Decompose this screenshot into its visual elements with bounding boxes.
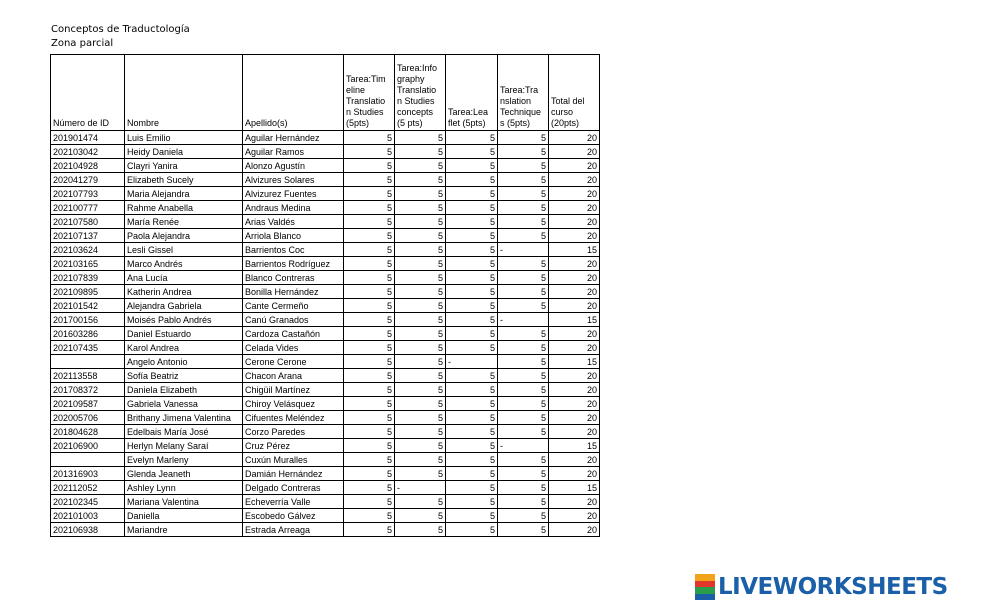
table-cell: 5 [446,229,498,243]
table-cell: Barrientos Coc [243,243,344,257]
table-cell: 5 [395,299,446,313]
table-row [51,495,600,509]
table-cell: 5 [446,243,498,257]
table-cell: 5 [344,173,395,187]
table-cell: 202107793 [51,187,125,201]
table-cell: 5 [498,369,549,383]
table-cell: 5 [446,271,498,285]
table-cell: 5 [344,229,395,243]
table-cell: 5 [498,201,549,215]
table-cell: 5 [446,509,498,523]
column-header: Número de ID [51,55,125,131]
table-cell: 5 [395,439,446,453]
table-cell: 5 [344,313,395,327]
table-cell: Alvizures Solares [243,173,344,187]
table-row [51,313,600,327]
table-cell: 5 [344,439,395,453]
table-cell: - [446,355,498,369]
table-cell: 5 [446,523,498,537]
table-cell: Aguilar Hernández [243,131,344,145]
table-row [51,285,600,299]
table-cell: Elizabeth Sucely [125,173,243,187]
table-cell: 5 [395,495,446,509]
table-cell: 20 [549,187,600,201]
table-cell: 5 [498,229,549,243]
table-cell: 5 [344,467,395,481]
table-cell: 202102345 [51,495,125,509]
table-cell: 5 [344,145,395,159]
table-cell: Estrada Arreaga [243,523,344,537]
table-row [51,159,600,173]
table-row [51,467,600,481]
table-cell: Chiroy Velásquez [243,397,344,411]
table-cell: 202005706 [51,411,125,425]
table-cell: Paola Alejandra [125,229,243,243]
table-cell: 5 [498,299,549,313]
table-cell: 15 [549,243,600,257]
table-cell: 5 [446,453,498,467]
table-cell: Corzo Paredes [243,425,344,439]
table-cell: 202101542 [51,299,125,313]
document-subtitle: Zona parcial [51,38,114,49]
table-cell: 5 [344,271,395,285]
table-cell: Edelbais María José [125,425,243,439]
table-cell: 202113558 [51,369,125,383]
table-cell: Rahme Anabella [125,201,243,215]
header-row [51,55,600,131]
table-row [51,271,600,285]
table-cell: 5 [344,383,395,397]
table-cell: 5 [395,215,446,229]
table-cell: 20 [549,229,600,243]
table-row [51,341,600,355]
table-cell [51,355,125,369]
table-cell: 5 [395,467,446,481]
table-cell: 5 [446,257,498,271]
table-cell: 5 [446,145,498,159]
table-cell: 202106938 [51,523,125,537]
table-cell: Ashley Lynn [125,481,243,495]
table-cell: 5 [395,313,446,327]
table-cell: 5 [446,131,498,145]
document-title: Conceptos de Traductología [51,24,190,35]
table-cell: Daniela Elizabeth [125,383,243,397]
table-cell: 202109587 [51,397,125,411]
table-cell: Katherin Andrea [125,285,243,299]
table-cell: 5 [498,453,549,467]
table-row [51,397,600,411]
table-cell: 20 [549,369,600,383]
table-cell: 5 [446,425,498,439]
table-cell: 5 [395,341,446,355]
table-cell: 20 [549,299,600,313]
table-cell: 5 [446,187,498,201]
table-cell: 5 [344,411,395,425]
table-cell: 5 [446,411,498,425]
table-cell: 20 [549,131,600,145]
table-header [51,55,600,131]
table-row [51,187,600,201]
liveworksheets-logo [695,574,948,600]
table-row [51,523,600,537]
table-row [51,425,600,439]
table-cell: Blanco Contreras [243,271,344,285]
table-cell: 5 [446,159,498,173]
table-cell: Aguilar Ramos [243,145,344,159]
table-cell: 202107137 [51,229,125,243]
table-row [51,145,600,159]
table-cell: Barrientos Rodríguez [243,257,344,271]
table-cell: Escobedo Gálvez [243,509,344,523]
table-cell: 5 [344,131,395,145]
table-cell: 20 [549,257,600,271]
table-cell: 5 [446,215,498,229]
table-cell: 5 [446,439,498,453]
table-cell: Cuxún Muralles [243,453,344,467]
table-cell: Arias Valdés [243,215,344,229]
table-cell: 20 [549,467,600,481]
table-row [51,439,600,453]
table-row [51,257,600,271]
table-row [51,173,600,187]
column-header: Total del curso (20pts) [549,55,600,131]
table-cell: Maria Alejandra [125,187,243,201]
table-cell: 5 [395,355,446,369]
table-cell: 202041279 [51,173,125,187]
table-row [51,229,600,243]
table-cell: 5 [344,243,395,257]
table-cell: Echeverría Valle [243,495,344,509]
table-cell: 20 [549,327,600,341]
table-cell: 20 [549,495,600,509]
table-cell: 5 [344,215,395,229]
table-cell: 5 [446,495,498,509]
table-cell: 5 [446,173,498,187]
table-cell: 201901474 [51,131,125,145]
table-cell: 201316903 [51,467,125,481]
table-cell: 5 [395,453,446,467]
table-row [51,383,600,397]
table-cell: 5 [344,159,395,173]
table-cell: 5 [395,285,446,299]
table-cell: Glenda Jeaneth [125,467,243,481]
table-cell: 5 [498,383,549,397]
table-cell: 5 [395,159,446,173]
table-cell: 20 [549,271,600,285]
table-cell: 5 [344,495,395,509]
table-cell: 5 [395,509,446,523]
table-cell: 5 [395,229,446,243]
table-cell: 5 [395,201,446,215]
table-row [51,299,600,313]
table-cell: Alvizurez Fuentes [243,187,344,201]
table-cell: 5 [498,159,549,173]
table-cell: 5 [446,397,498,411]
table-cell: 5 [498,411,549,425]
column-header: Tarea:Tim eline Translatio n Studies (5pts) [344,55,395,131]
table-cell: 5 [446,299,498,313]
table-cell: 5 [498,131,549,145]
table-cell: 5 [395,327,446,341]
table-cell: Daniel Estuardo [125,327,243,341]
table-cell: 20 [549,453,600,467]
table-cell: Cruz Pérez [243,439,344,453]
table-cell: 5 [446,327,498,341]
table-cell: 15 [549,481,600,495]
table-cell: 5 [344,481,395,495]
table-cell: Brithany Jimena Valentina [125,411,243,425]
table-cell: Marco Andrés [125,257,243,271]
table-cell: 5 [446,467,498,481]
table-cell: Cerone Cerone [243,355,344,369]
table-cell: 5 [344,425,395,439]
table-cell: - [395,481,446,495]
column-header: Apellido(s) [243,55,344,131]
table-cell: Mariandre [125,523,243,537]
table-cell: 20 [549,523,600,537]
table-cell: 201708372 [51,383,125,397]
table-cell: 5 [395,131,446,145]
table-cell: 20 [549,285,600,299]
table-cell: 5 [344,453,395,467]
table-cell: 202103042 [51,145,125,159]
table-cell: Karol Andrea [125,341,243,355]
table-cell: Evelyn Marleny [125,453,243,467]
table-cell: Chigüil Martínez [243,383,344,397]
table-cell: 5 [498,355,549,369]
table-cell: 5 [498,173,549,187]
table-cell: Andraus Medina [243,201,344,215]
table-cell: 5 [395,411,446,425]
table-row [51,215,600,229]
table-row [51,243,600,257]
table-cell: Chacon Arana [243,369,344,383]
table-cell: Bonilla Hernández [243,285,344,299]
table-cell: Cardoza Castañón [243,327,344,341]
table-cell: María Renée [125,215,243,229]
table-cell: Sofía Beatriz [125,369,243,383]
table-cell: 5 [446,383,498,397]
table-row [51,369,600,383]
table-cell: 5 [344,341,395,355]
table-cell: 15 [549,439,600,453]
table-cell: 5 [395,271,446,285]
table-cell: 20 [549,411,600,425]
table-cell: Alonzo Agustín [243,159,344,173]
table-cell: 5 [395,397,446,411]
table-cell: 5 [498,271,549,285]
column-header: Tarea:Info graphy Translatio n Studies concepts (5 pts) [395,55,446,131]
table-cell: Arriola Blanco [243,229,344,243]
table-cell: 20 [549,159,600,173]
table-cell: 5 [395,369,446,383]
table-cell: 5 [446,369,498,383]
table-cell: Mariana Valentina [125,495,243,509]
table-cell: 15 [549,313,600,327]
table-row [51,201,600,215]
table-cell: 5 [498,397,549,411]
table-cell: 202100777 [51,201,125,215]
table-cell: 5 [498,285,549,299]
grades-table [50,54,600,537]
table-cell: 20 [549,145,600,159]
table-cell: Herlyn Melany Saraí [125,439,243,453]
table-cell: 202107580 [51,215,125,229]
table-cell: Celada Vides [243,341,344,355]
table-cell: 202109895 [51,285,125,299]
table-cell: 5 [344,327,395,341]
table-cell: 20 [549,341,600,355]
table-cell: Alejandra Gabriela [125,299,243,313]
table-row [51,355,600,369]
table-cell: 5 [446,285,498,299]
table-body [51,131,600,537]
table-cell: 202104928 [51,159,125,173]
table-cell: 5 [498,467,549,481]
table-cell: 5 [344,257,395,271]
table-cell: 5 [344,509,395,523]
table-cell: Cifuentes Meléndez [243,411,344,425]
column-header: Tarea:Tra nslation Technique s (5pts) [498,55,549,131]
logo-text: LIVEWORKSHEETS [718,574,948,600]
table-cell: Luis Emilio [125,131,243,145]
table-cell [51,453,125,467]
table-cell: 201700156 [51,313,125,327]
table-cell: 5 [344,285,395,299]
table-cell: Cante Cermeño [243,299,344,313]
table-cell: 5 [395,145,446,159]
table-cell: 5 [395,425,446,439]
table-cell: Moisés Pablo Andrés [125,313,243,327]
table-cell: Heidy Daniela [125,145,243,159]
table-cell: 5 [498,481,549,495]
logo-mark-icon [695,574,715,600]
table-cell: 202103165 [51,257,125,271]
table-cell: 20 [549,201,600,215]
table-cell: 5 [395,187,446,201]
table-cell: 201603286 [51,327,125,341]
table-cell: Gabriela Vanessa [125,397,243,411]
table-cell: 201804628 [51,425,125,439]
table-cell: 5 [498,145,549,159]
table-cell: 5 [498,425,549,439]
table-cell: Canú Granados [243,313,344,327]
table-cell: 20 [549,509,600,523]
table-cell: 5 [446,341,498,355]
table-cell: 5 [446,313,498,327]
table-cell: 15 [549,355,600,369]
table-cell: 5 [344,187,395,201]
table-cell: Damián Hernández [243,467,344,481]
table-cell: Angelo Antonio [125,355,243,369]
table-cell: 20 [549,215,600,229]
table-cell: 202103624 [51,243,125,257]
table-row [51,327,600,341]
table-cell: 202107435 [51,341,125,355]
column-header: Tarea:Lea flet (5pts) [446,55,498,131]
table-cell: 5 [344,397,395,411]
table-cell: 5 [344,299,395,313]
column-header: Nombre [125,55,243,131]
table-cell: 5 [344,523,395,537]
table-cell: 5 [498,495,549,509]
table-cell: 5 [498,327,549,341]
table-cell: 5 [344,369,395,383]
table-cell: 5 [446,201,498,215]
table-cell: - [498,243,549,257]
table-cell: 202101003 [51,509,125,523]
table-cell: 5 [344,201,395,215]
table-cell: 5 [395,173,446,187]
table-cell: 5 [498,215,549,229]
table-cell: 5 [344,355,395,369]
table-cell: Daniella [125,509,243,523]
table-cell: - [498,439,549,453]
table-cell: Delgado Contreras [243,481,344,495]
table-cell: Clayri Yanira [125,159,243,173]
table-row [51,131,600,145]
table-cell: - [498,313,549,327]
table-cell: 5 [498,187,549,201]
table-cell: 5 [395,257,446,271]
table-cell: 5 [395,383,446,397]
table-cell: 5 [498,509,549,523]
table-cell: Ana Lucía [125,271,243,285]
table-cell: 202112052 [51,481,125,495]
table-row [51,481,600,495]
table-cell: 5 [446,481,498,495]
table-cell: 5 [498,523,549,537]
table-cell: 20 [549,173,600,187]
table-cell: 202107839 [51,271,125,285]
table-cell: 5 [395,523,446,537]
table-cell: 20 [549,425,600,439]
table-cell: 202106900 [51,439,125,453]
table-cell: 20 [549,383,600,397]
table-row [51,453,600,467]
table-cell: Lesli Gissel [125,243,243,257]
table-row [51,411,600,425]
table-cell: 5 [498,341,549,355]
table-row [51,509,600,523]
table-cell: 5 [498,257,549,271]
table-cell: 5 [395,243,446,257]
table-cell: 20 [549,397,600,411]
